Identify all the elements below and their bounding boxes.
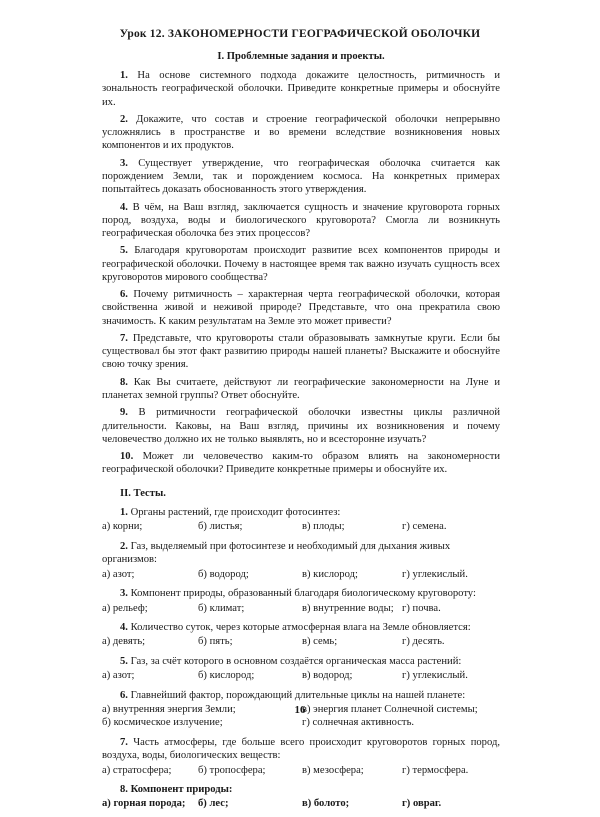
test-option: б) кислород;: [198, 670, 255, 682]
task-item: [102, 69, 500, 109]
test-option: в) семь;: [302, 636, 338, 648]
task-number: 5.: [120, 245, 128, 257]
task-number: 7.: [120, 332, 128, 344]
test-option: г) углекислый.: [402, 670, 468, 682]
test-question: 7. Часть атмосферы, где больше всего происходит круговоротов горных пород, воздуха, воды, биологических веществ:: [102, 736, 500, 761]
task-text: Представьте, что круговороты стали образовывать замкнутые круги. Если бы существовал бы этот факт развитию природы нашей планеты? Выскажите и обоснуйте свою точку зрения.: [102, 332, 500, 371]
test-question: 1. Органы растений, где происходит фотосинтез:: [120, 506, 341, 518]
test-question: 4. Количество суток, через которые атмосферная влага на Земле обновляется:: [120, 621, 471, 633]
test-option: б) тропосфера;: [198, 764, 266, 776]
test-option: б) лес;: [198, 798, 229, 810]
test-option: б) водород;: [198, 568, 249, 580]
task-text: В ритмичности географической оболочки известны циклы различной длительности. Каковы, на Ваш взгляд, причины их возникновения и почему человечество должно их не только выявлять, но и всесторонне изучать?: [102, 407, 500, 445]
test-option: а) корни;: [102, 521, 143, 533]
task-text: Докажите, что состав и строение географической оболочки непрерывно усложнялись в пространстве и во времени вследствие возникновения новых компонентов и их продуктов.: [102, 114, 500, 152]
section-heading-tests: II. Тесты.: [120, 487, 166, 499]
task-item: [102, 376, 500, 402]
test-question: 2. Газ, выделяемый при фотосинтезе и необходимый для дыхания живых организмов:: [102, 540, 451, 565]
section-heading-tasks: I. Проблемные задания и проекты.: [217, 51, 385, 62]
test-option: б) пять;: [198, 636, 233, 648]
test-option: г) десять.: [402, 636, 445, 648]
test-option: г) семена.: [402, 521, 447, 533]
test-question: 5. Газ, за счёт которого в основном создаётся органическая масса растений:: [120, 655, 462, 667]
test-option: а) горная порода;: [102, 798, 186, 810]
test-option: г) солнечная активность.: [302, 717, 415, 729]
tasks-list: [102, 69, 500, 476]
test-option: б) листья;: [198, 521, 243, 533]
test-options: [102, 568, 500, 581]
test-options: [102, 669, 500, 682]
test-options: [102, 602, 500, 615]
task-item: [102, 450, 500, 476]
task-item: [102, 244, 500, 284]
test-question: 3. Компонент природы, образованный благодаря биологическому круговороту:: [120, 587, 476, 599]
test-option: а) внутренняя энергия Земли;: [102, 704, 236, 716]
task-number: 8.: [120, 376, 128, 388]
test-options: [102, 764, 500, 777]
test-option: в) болото;: [302, 798, 350, 810]
test-option: г) термосфера.: [402, 764, 469, 776]
test-options: [102, 520, 500, 533]
test-option: в) водород;: [302, 670, 353, 682]
task-text: Существует утверждение, что географическая оболочка считается как порождением Земли, так и порождением космоса. На конкретных примерах попытайтесь доказать обоснованность этого утверждения.: [102, 157, 501, 196]
test-option: а) рельеф;: [102, 602, 148, 614]
task-item: [102, 113, 500, 153]
task-number: 9.: [120, 407, 128, 419]
test-options: [102, 797, 500, 810]
test-question: 6. Главнейший фактор, порождающий длительные циклы на нашей планете:: [120, 689, 466, 701]
test-option: г) овраг.: [402, 798, 442, 810]
test-question: 8. Компонент природы:: [120, 783, 233, 795]
task-text: В чём, на Ваш взгляд, заключается сущность и значение круговорота горных пород, воздуха, воды и биологического круговорота? Смогла ли возникнуть географическая оболочка без этих процессов?: [102, 201, 500, 239]
test-option: г) почва.: [402, 602, 441, 614]
test-option: в) энергия планет Солнечной системы;: [302, 704, 478, 716]
task-number: 10.: [120, 451, 134, 463]
test-option: в) кислород;: [302, 568, 358, 580]
task-text: Благодаря круговоротам происходит развитие всех компонентов природы и географической оболочки. Почему в настоящее время так важно изучать сущность всех круговоротов мирового сообщества?: [102, 245, 500, 283]
page-number: 16: [294, 704, 306, 716]
test-option: б) климат;: [198, 602, 245, 614]
test-option: в) плоды;: [302, 521, 345, 533]
test-option: б) космическое излучение;: [102, 717, 223, 729]
test-option: а) девять;: [102, 636, 146, 648]
task-text: На основе системного подхода докажите целостность, ритмичность и зональность географической оболочки. Приведите конкретные примеры и обоснуйте их.: [102, 70, 500, 108]
task-number: 1.: [120, 70, 128, 82]
task-item: [102, 288, 500, 328]
task-item: [102, 157, 500, 197]
test-option: в) внутренние воды;: [302, 602, 394, 614]
page-title: Урок 12. ЗАКОНОМЕРНОСТИ ГЕОГРАФИЧЕСКОЙ ОБОЛОЧКИ: [119, 28, 481, 40]
task-item: [102, 406, 500, 446]
task-text: Может ли человечество каким-то образом влиять на закономерности географической оболочки? Приведите конкретные примеры и обоснуйте их.: [102, 451, 500, 476]
tests-list: [102, 506, 500, 683]
task-number: 3.: [120, 157, 128, 169]
task-number: 6.: [120, 289, 128, 301]
test-options: [102, 635, 500, 648]
test-option: а) стратосфера;: [102, 764, 172, 776]
task-item: [102, 332, 500, 372]
content: [102, 50, 500, 817]
task-number: 2.: [120, 114, 128, 125]
test-option: г) углекислый.: [402, 568, 468, 580]
task-text: Как Вы считаете, действуют ли географические закономерности на Луне и планетах земной группы? Ответ обоснуйте.: [102, 376, 501, 401]
task-number: 4.: [120, 201, 128, 213]
test-option: в) мезосфера;: [302, 764, 364, 776]
task-text: Почему ритмичность – характерная черта географической оболочки, которая свойственна живой и неживой природе? Представьте, что она прекратила свою значимость. К каким результатам на Земле это может привести?: [102, 289, 500, 327]
test-option: а) азот;: [102, 670, 135, 682]
task-item: [102, 201, 500, 241]
test-option: а) азот;: [102, 568, 135, 580]
